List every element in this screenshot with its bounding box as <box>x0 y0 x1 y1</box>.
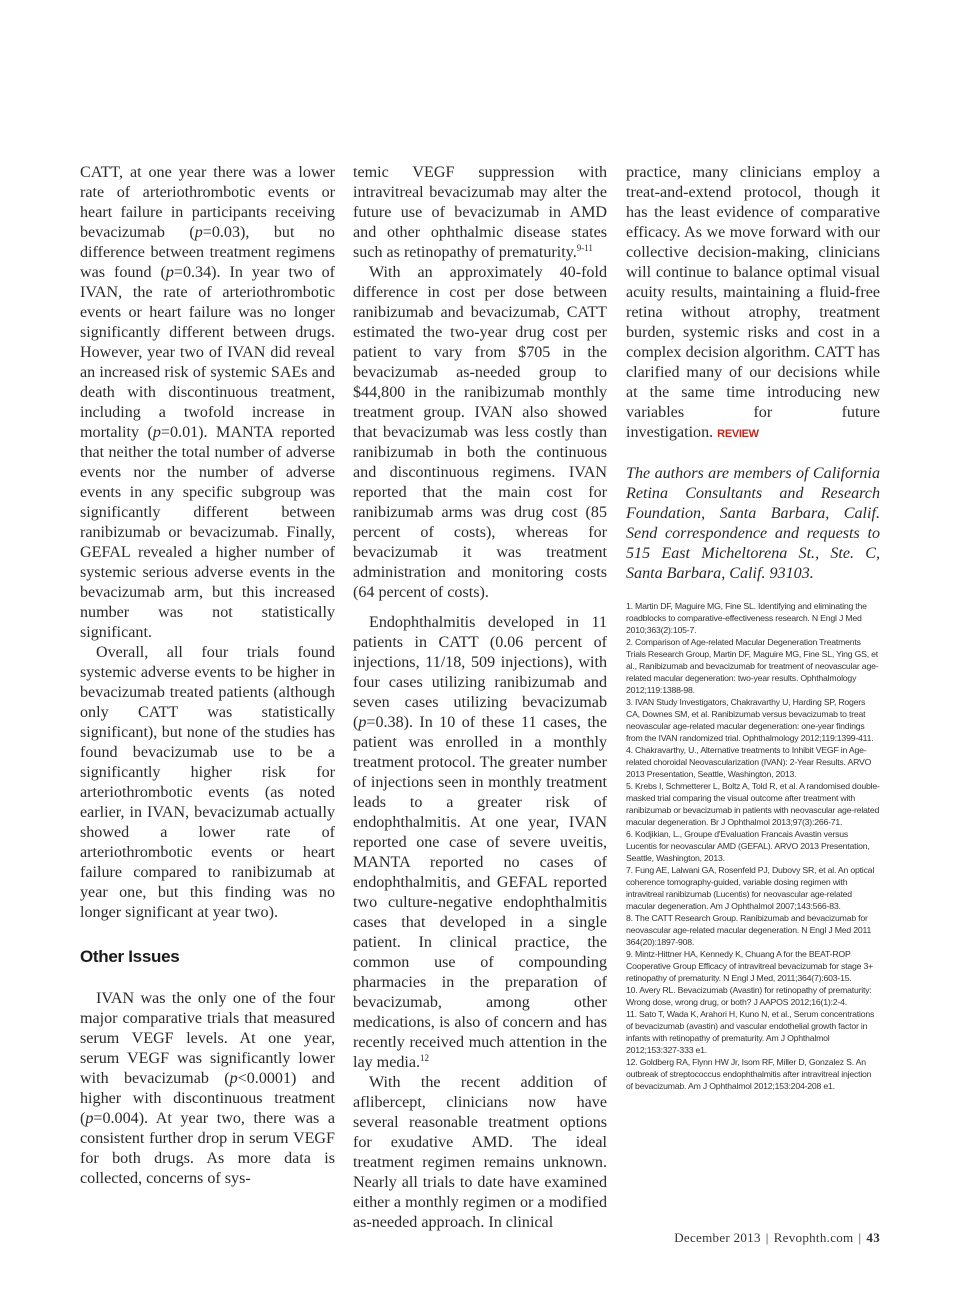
col1-paragraph-3: IVAN was the only one of the four major comparative trials that measured serum VEGF levels. At one year, serum VEGF was significantly lower with bevacizumab (p<0.0001) and higher with discontinuous treatment (p=0.004). At year two, there was a consistent further drop in serum VEGF for both drugs. As more data is collected, concerns of sys- <box>80 990 335 1187</box>
col3-paragraph-1: practice, many clinicians employ a treat-and-extend protocol, though it has the least evidence of comparative efficacy. As we move forward with our collective decision-making, clinicians will continue to balance optimal visual acuity results, maintaining a fluid-free retina without atrophy, treatment burden, systemic risks and cost in a complex decision algorithm. CATT has clarified many of our decisions while at the same time introducing new variables for future investigation. REVIEW <box>626 164 880 441</box>
column-2 <box>353 163 607 1233</box>
col2-paragraph-3: Endophthalmitis developed in 11 patients in CATT (0.06 percent of injections, 11/18, 509 injections), with four cases utilizing ranibizumab and seven cases utilizing bevacizumab (p=0.38). In 10 of these 11 cases, the patient was enrolled in a monthly treatment protocol. The greater number of injections seen in monthly treatment leads to a greater risk of endophthalmitis. At one year, IVAN reported one case of severe uveitis, MANTA reported no cases of endophthalmitis, and GEFAL reported two culture-negative endophthalmitis cases that developed in a single patient. In clinical practice, the common use of compounding pharmacies in the preparation of bevacizumab, among other medications, is also of concern and has recently received much attention in the lay media.$^{12}$ <box>353 614 607 1071</box>
separator: | <box>765 1230 769 1245</box>
reference-item: 11. Sato T, Wada K, Arahori H, Kuno N, et al., Serum concentrations of bevacizumab (avastin) and vascular endothelial growth factor in infants with retinopathy of prematurity. Am J Ophthalmol 2012;153:327-333 e1. <box>626 1009 875 1055</box>
review-end-mark: REVIEW <box>717 428 759 440</box>
reference-list <box>626 600 880 1092</box>
col1-paragraph-2: Overall, all four trials found systemic adverse events to be higher in bevacizumab treated patients (although only CATT was statistically significant), but none of the studies has found bevacizumab use to be a significantly higher risk for arteriothrombotic events (as noted earlier, in IVAN, bevacizumab actually showed a lower rate of arteriothrombotic events or heart failure compared to ranibizumab at year one, but this finding was no longer significant at year two). <box>80 644 335 921</box>
reference-item: 10. Avery RL. Bevacizumab (Avastin) for retinopathy of prematurity: Wrong dose, wrong drug, or both? J AAPOS 2012;16(1):2-4. <box>626 985 872 1007</box>
col2-paragraph-2: With an approximately 40-fold difference in cost per dose between ranibizumab and bevacizumab, CATT estimated the two-year drug cost per patient to vary from $705 in the bevacizumab as-needed group to $44,800 in the ranibizumab monthly treatment group. IVAN also showed that bevacizumab was less costly than ranibizumab in both the continuous and discontinuous regimens. IVAN reported that the main cost for ranibizumab arms was drug cost (85 percent of costs), whereas for bevacizumab it was treatment administration and monitoring costs (64 percent of costs). <box>353 264 607 601</box>
column-3 <box>626 163 880 1092</box>
col1-paragraph-1: CATT, at one year there was a lower rate of arteriothrombotic events or heart failure in participants receiving bevacizumab (p=0.03), but no difference between treatment regimens was found (p=0.34). In year two of IVAN, the rate of arteriothrombotic events or heart failure was no longer significantly different between drugs. However, year two of IVAN did reveal an increased risk of systemic SAEs and death with discontinuous treatment, including a twofold increase in mortality (p=0.01). MANTA reported that neither the total number of adverse events nor the number of adverse events in any specific subgroup was significantly different between ranibizumab or bevacizumab. Finally, GEFAL revealed a higher number of systemic serious adverse events in the bevacizumab arm, but this increased number was not statistically significant. <box>80 164 335 641</box>
reference-item: 8. The CATT Research Group. Ranibizumab and bevacizumab for neovascular age-related macular degeneration. N Engl J Med 2011 364(20):1897-908. <box>626 913 872 947</box>
website: Revophth.com <box>773 1230 854 1245</box>
reference-item: 6. Kodjikian, L., Groupe d'Evaluation Francais Avastin versus Lucentis for neovascular AMD (GEFAL). ARVO 2013 Presentation, Seattle, Washington, 2013. <box>626 829 870 863</box>
reference-item: 12. Goldberg RA, Flynn HW Jr, Isom RF, Miller D, Gonzalez S. An outbreak of streptococcus endophthalmitis after intravitreal injection of bevacizumab. Am J Ophthalmol 2012;153:204-208 e1. <box>626 1057 872 1091</box>
reference-item: 1. Martin DF, Maguire MG, Fine SL. Identifying and eliminating the roadblocks to comparative-effectiveness research. N Engl J Med 2010;363(2):105-7. <box>626 601 867 635</box>
reference-item: 2. Comparison of Age-related Macular Degeneration Treatments Trials Research Group, Martin DF, Maguire MG, Fine SL, Ying GS, et al., Ranibizumab and bevacizumab for treatment of neovascular age-related macular degeneration: two-year results. Ophthalmology 2012;119:1388-98. <box>626 637 879 695</box>
page-number: 43 <box>866 1230 880 1245</box>
author-note: The authors are members of California Retina Consultants and Research Foundation, Santa Barbara, Calif. Send correspondence and requests to 515 East Micheltorena St., Ste. C, Santa Barbara, Calif. 93103. <box>626 465 880 582</box>
reference-item: 9. Mintz-Hittner HA, Kennedy K, Chuang A for the BEAT-ROP Cooperative Group Efficacy of intravitreal bevacizumab for stage 3+ retinopathy of prematurity. N Engl J Med, 2011;364(7):603-15. <box>626 949 873 983</box>
section-heading-other-issues: Other Issues <box>80 947 180 966</box>
reference-item: 7. Fung AE, Lalwani GA, Rosenfeld PJ, Dubovy SR, et al. An optical coherence tomography-guided, variable dosing regimen with intravitreal ranibizumab (Lucentis) for neovascular age-related macular degeneration. Am J Ophthalmol 2007;143:566-83. <box>626 865 875 911</box>
citation: 12 <box>420 1053 430 1063</box>
citation: 9-11 <box>576 243 593 253</box>
col2-paragraph-1: temic VEGF suppression with intravitreal bevacizumab may alter the future use of bevacizumab in AMD and other ophthalmic disease states such as retinopathy of prematurity.$^{9-11}$ <box>353 164 607 261</box>
page-footer <box>674 1230 880 1246</box>
reference-item: 4. Chakravarthy, U., Alternative treatments to Inhibit VEGF in Age-related choroidal Neovascularization (IVAN): 2-Year Results. ARVO 2013 Presentation, Seattle, Washington, 2013. <box>626 745 872 779</box>
col2-paragraph-4: With the recent addition of aflibercept, clinicians now have several reasonable treatment options for exudative AMD. The ideal treatment regimen remains unknown. Nearly all trials to date have examined either a monthly regimen or a modified as-needed approach. In clinical <box>353 1074 607 1231</box>
reference-item: 5. Krebs I, Schmetterer L, Boltz A, Told R, et al. A randomised double-masked trial comparing the visual outcome after treatment with ranibizumab or bevacizumab in patients with neovascular age-related macular degeneration. Br J Ophthalmol 2013;97(3):266-71. <box>626 781 880 827</box>
separator: | <box>858 1230 862 1245</box>
issue-date: December 2013 <box>674 1230 761 1245</box>
reference-item: 3. IVAN Study Investigators, Chakravarthy U, Harding SP, Rogers CA, Downes SM, et al. Ranibizumab versus bevacizumab to treat neovascular age-related macular degeneration: one-year findings from the IVAN randomized trial. Ophthalmology 2012;119:1399-411. <box>626 697 874 743</box>
column-1 <box>80 163 335 1189</box>
